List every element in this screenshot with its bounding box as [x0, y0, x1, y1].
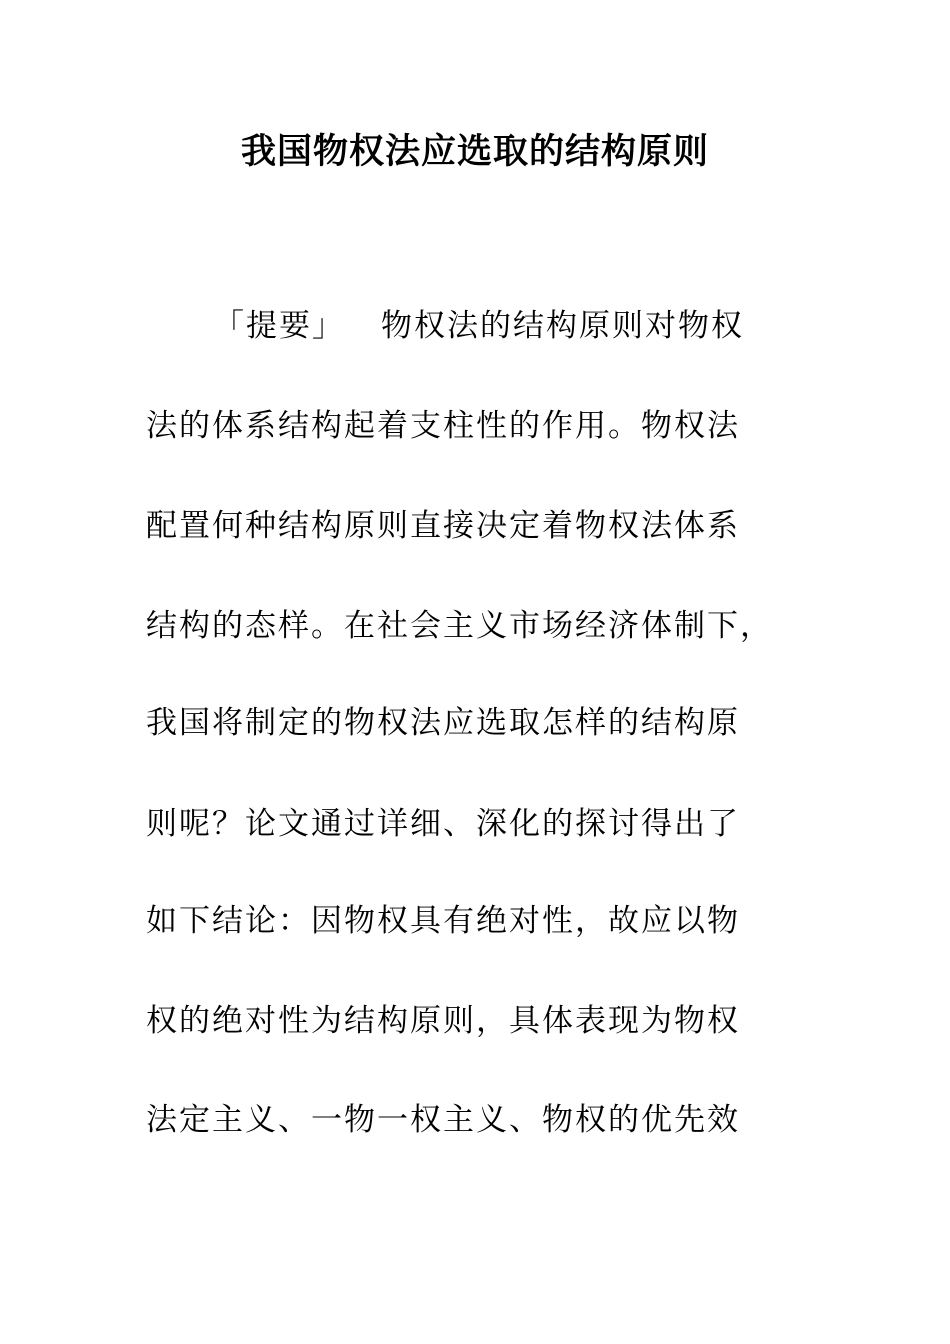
- abstract-line-1: [213, 303, 893, 349]
- body-line-8: 权的绝对性为结构原则，具体表现为物权: [146, 1003, 740, 1039]
- body-line-7: 如下结论：因物权具有绝对性，故应以物: [146, 903, 740, 939]
- body-line-3: 配置何种结构原则直接决定着物权法体系: [146, 508, 740, 544]
- abstract-tag: 「提要」: [213, 308, 345, 344]
- abstract-text: 物权法的结构原则对物权: [381, 308, 744, 344]
- body-line-6: 则呢？论文通过详细、深化的探讨得出了: [146, 806, 740, 842]
- body-line-5: 我国将制定的物权法应选取怎样的结构原: [146, 705, 740, 741]
- body-line-9: 法定主义、一物一权主义、物权的优先效: [146, 1102, 740, 1138]
- body-line-4: 结构的态样。在社会主义市场经济体制下，: [146, 608, 773, 644]
- body-line-2: 法的体系结构起着支柱性的作用。物权法: [146, 408, 740, 444]
- document-title: 我国物权法应选取的结构原则: [240, 132, 709, 172]
